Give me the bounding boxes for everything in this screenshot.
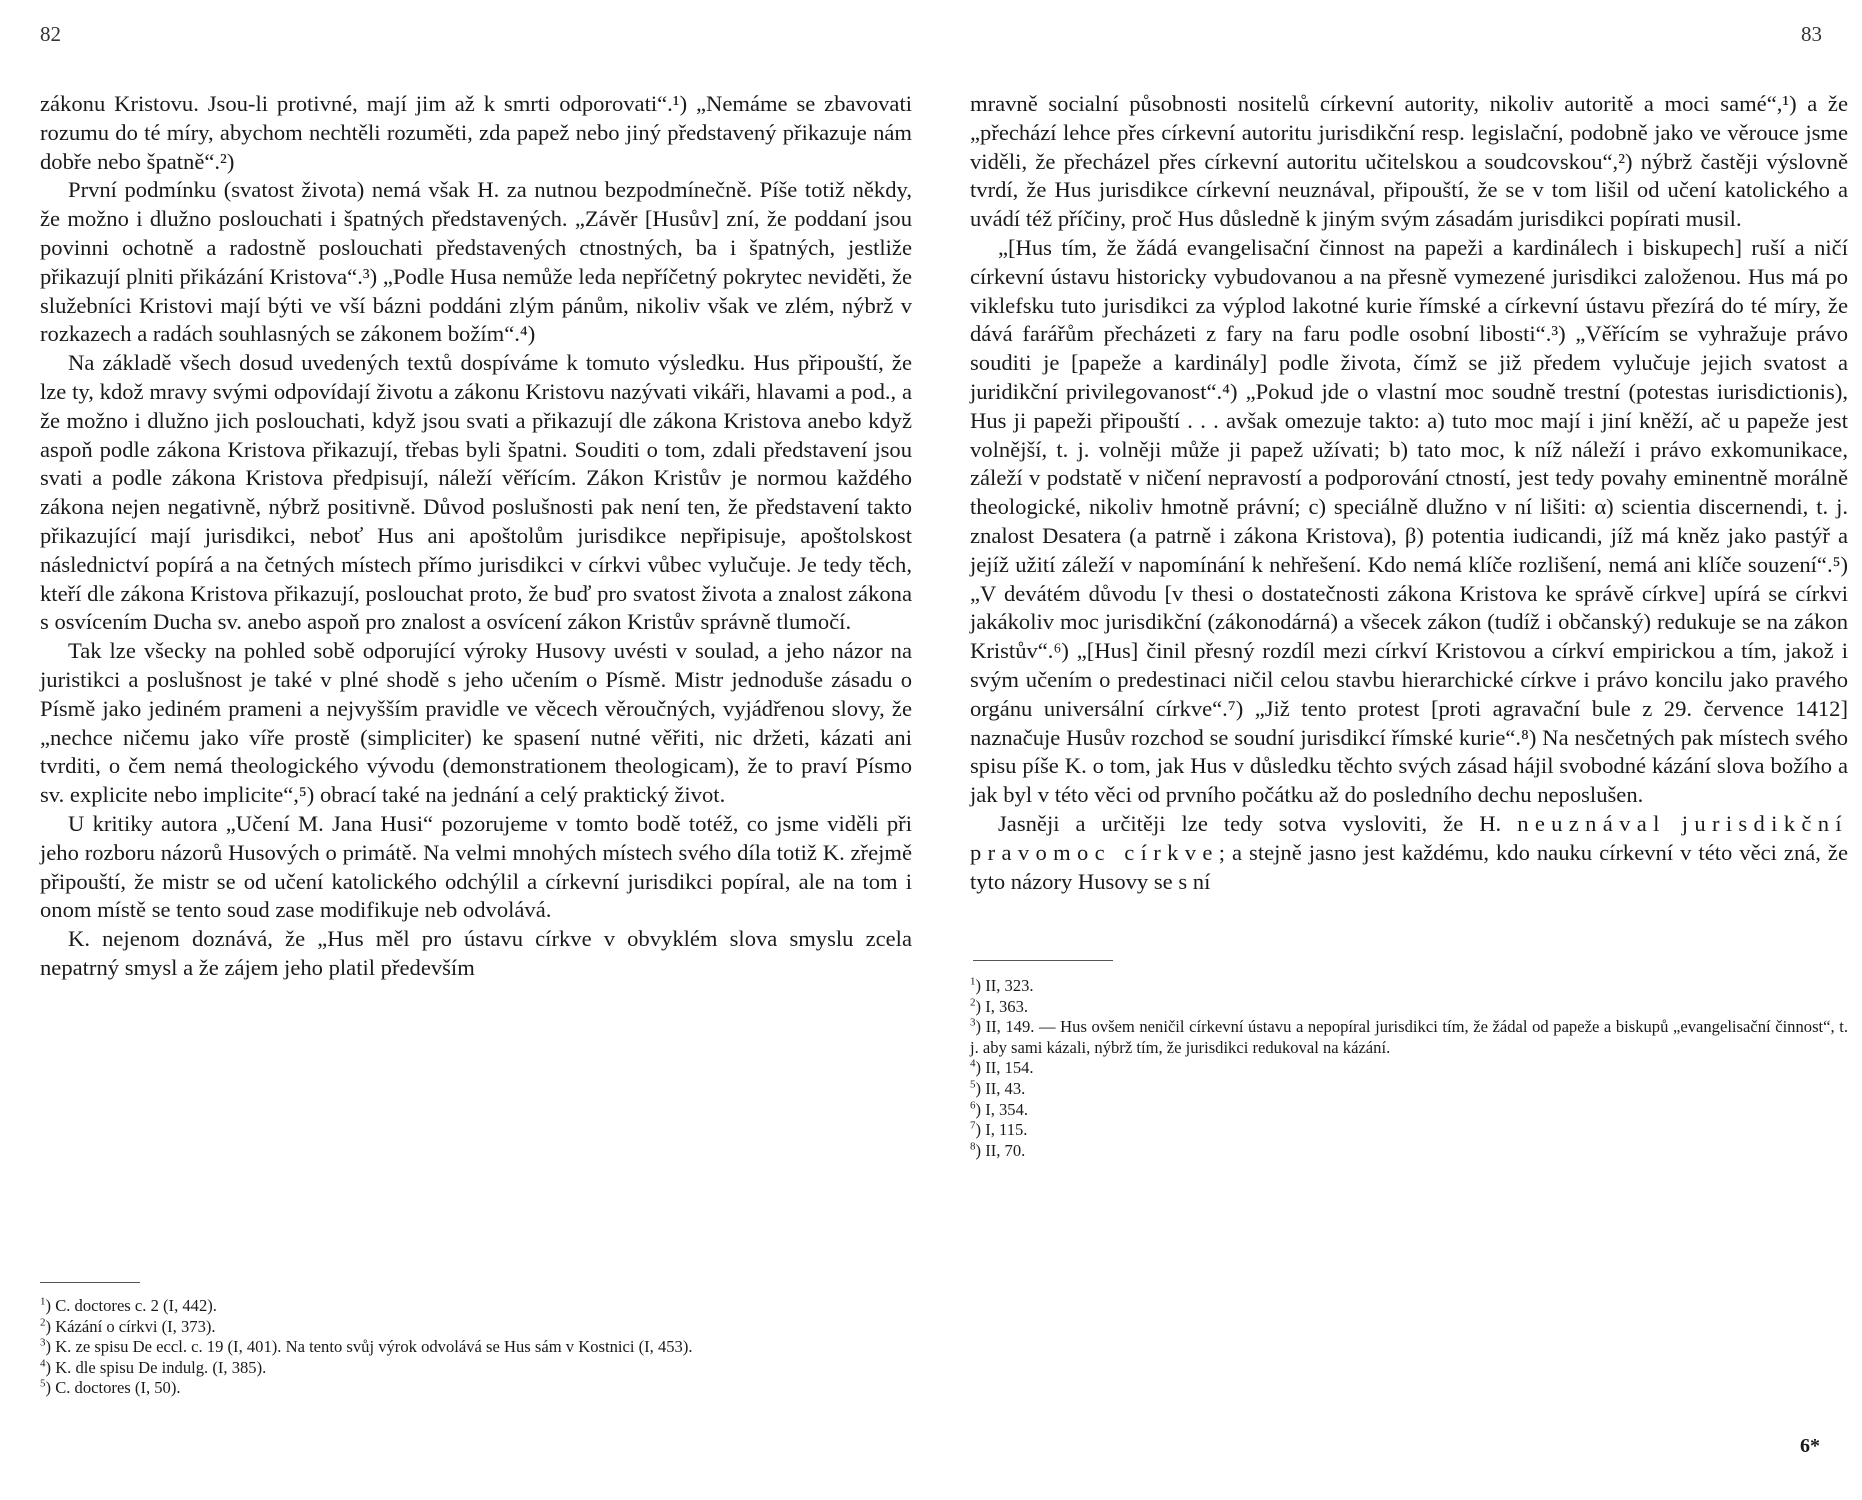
- paragraph: Na základě všech dosud uvedených textů dospíváme k tomuto výsledku. Hus připouští, že lze ty, kdož mravy svými odpovídají životu a zákonu Kristovu nazývati vikáři, hlavami a pod., a že možno i dlužno jich poslouchati, když jsou svati a přikazují dle zákona Kristova anebo když aspoň podle zákona Kristova přikazují, třebas byli špatni. Souditi o tom, zdali představení jsou svati a podle zákona Kristova předpisují, náleží věřícím. Zákon Kristův je normou každého zákona nejen negativně, nýbrž positivně. Důvod poslušnosti pak není ten, že představení takto přikazující mají jurisdikci, neboť Hus ani apoštolům jurisdikce nepřipisuje, apoštolskost následnictví popírá a na četných místech přímo jurisdikci v církvi vůbec vylučuje. Je tedy těch, kteří dle zákona Kristova přikazují, poslouchat proto, že buď pro svatost života a znalost zákona s osvícením Ducha sv. anebo aspoň pro znalost a osvícení zákon Kristův správně tlumočí.: [40, 350, 912, 635]
- footnote-text: II, 154.: [985, 1058, 1034, 1078]
- footnote-mark: 5: [970, 1078, 976, 1091]
- footnote-text: I, 363.: [985, 996, 1029, 1016]
- paragraph: K. nejenom doznává, že „Hus měl pro ústavu církve v obvyklém slova smyslu zcela nepatrný smysl a že zájem jeho platil především: [40, 926, 912, 980]
- footnote: $^1$) C. doctores c. 2 (I, 442).: [40, 1295, 217, 1315]
- footnote-mark: 4: [970, 1057, 976, 1070]
- footnotes-right: [970, 976, 1848, 1161]
- footnote-divider: [973, 960, 1113, 961]
- footnote-text: II, 149. — Hus ovšem neničil církevní ústavu a nepopíral jurisdikci tím, že žádal od papeže a biskupů „evangelisační činnost“, t. j. aby sami kázali, nýbrž tím, že jurisdikci redukoval na kázání.: [970, 1017, 1848, 1057]
- footnote-mark: 4: [40, 1357, 46, 1370]
- footnote: $^1$) II, 323.: [970, 975, 1034, 995]
- right-body-text: [970, 90, 1848, 896]
- right-page: [931, 0, 1862, 1500]
- text-run: ; a stejně jasno jest každému, kdo nauku církevní v této věci zná, že tyto názory Husovy se s ní: [970, 839, 1848, 894]
- page-number-left: 82: [40, 22, 61, 46]
- paragraph: „[Hus tím, že žádá evangelisační činnost na papeži a kardinálech i biskupech] ruší a ničí církevní ústavu historicky vybudovanou a na přesně vymezené jurisdikci založenou. Hus má po viklefsku tuto jurisdikci za výplod lakotné kurie římské a církevní ústavu přezírá do té míry, že dává farářům přecházeti z fary na faru podle osobní libosti“.³) „Věřícím se vyhražuje právo souditi je [papeže a kardinály] podle života, čímž se již předem vylučuje jejich svatost a juridikční privilegovanost“.⁴) „Pokud jde o vlastní moc soudně trestní (potestas iurisdictionis), Hus ji papeži připouští . . . avšak omezuje takto: a) tuto moc mají i jiní kněží, ač u papeže jest volnější, t. j. volněji může ji papež užívati; b) tato moc, k níž náleží i právo exkomunikace, záleží v podstatě v ničení nepravostí a podporování ctností, jest tedy povahy eminentně morálně theologické, nikoliv hmotně právní; c) speciálně dlužno v ní lišiti: α) scientia discernendi, t. j. znalost Desatera (a patrně i zákona Kristova), β) potentia iudicandi, jíž má kněz jako pastýř a jejíž užití záleží v napomínání k nehřešení. Kdo nemá klíče rozlišení, nemá ani klíče souzení“.⁵) „V devátém důvodu [v thesi o dostatečnosti zákona Kristova ke správě církve] upírá se církvi jakákoliv moc jurisdikční (zákonodárná) a všecek zákon (tudíž i občanský) redukuje se na zákon Kristův“.⁶) „[Hus] činil přesný rozdíl mezi církví Kristovou a církví empirickou a tím, jakož i svým učením o predestinaci ničil celou stavbu hierarchické církve i právo koncilu jako pravého orgánu universální církve“.⁷) „Již tento protest [proti agravační bule z 29. července 1412] naznačuje Husův rozchod se soudní jurisdikcí římské kurie“.⁸) Na nesčetných pak místech svého spisu píše K. o tom, jak Hus v důsledku těchto svých zásad hájil svobodné kázání slova božího a jak byl v této věci od prvního počátku až do posledního dechu neposlušen.: [970, 234, 1848, 808]
- footnote: $^2$) I, 363.: [970, 996, 1029, 1016]
- footnote: $^5$) II, 43.: [970, 1078, 1026, 1098]
- left-body-text: [40, 90, 912, 983]
- footnote-text: C. doctores (I, 50).: [55, 1378, 181, 1398]
- footnote-mark: 7: [970, 1119, 976, 1132]
- footnote-text: I, 115.: [985, 1120, 1028, 1140]
- footnote: $^3$) K. ze spisu De eccl. c. 19 (I, 401). Na tento svůj výrok odvolává se Hus sám v Kostnici (I, 453).: [40, 1336, 693, 1357]
- footnote-text: II, 323.: [985, 976, 1034, 995]
- spaced-emphasis: jurisdikční pravomoc církve: [970, 810, 1848, 865]
- footnote: $^2$) Kázání o církvi (I, 373).: [40, 1316, 216, 1336]
- footnote-mark: 3: [970, 1016, 976, 1029]
- paragraph: U kritiky autora „Učení M. Jana Husi“ pozorujeme v tomto bodě totéž, co jsme viděli při jeho rozboru názorů Husových o primátě. Na velmi mnohých místech svého díla totiž K. zřejmě připouští, že mistr se od učení katolického odchýlil a církevní jurisdikci popíral, ale na tom i onom místě se tento soud zase modifikuje neb odvolává.: [40, 810, 912, 923]
- footnote-mark: 2: [970, 996, 976, 1009]
- text-run: Jasněji a určitěji lze tedy sotva vysloviti, že H.: [998, 810, 1502, 836]
- footnote-text: K. dle spisu De indulg. (I, 385).: [55, 1357, 267, 1377]
- footnote: $^5$) C. doctores (I, 50).: [40, 1377, 181, 1398]
- footnote: $^4$) K. dle spisu De indulg. (I, 385).: [40, 1357, 267, 1377]
- footnote: $^3$) II, 149. — Hus ovšem neničil církevní ústavu a nepopíral jurisdikci tím, že žádal od papeže a biskupů „evangelisační činnost“, t. j. aby sami kázali, nýbrž tím, že jurisdikci redukoval na kázání.: [970, 1016, 1848, 1057]
- footnote-text: II, 43.: [985, 1078, 1026, 1098]
- footnote-text: I, 354.: [985, 1099, 1029, 1119]
- paragraph: Tak lze všecky na pohled sobě odporující výroky Husovy uvésti v soulad, a jeho názor na juristikci a poslušnost je také v plné shodě s jeho učením o Písmě. Mistr jednoduše zásadu o Písmě jako jediném prameni a nejvyšším pravidle ve věcech věroučných, vyjádřenou slovy, že „nechce ničemu jako víře prostě (simpliciter) ke spasení nutné věřiti, nic držeti, kázati ani tvrditi, o čem nemá theologického vývodu (demonstrationem theologicam), že to praví Písmo sv. explicite nebo implicite“,⁵) obrací také na jednání a celý praktický život.: [40, 638, 912, 808]
- footnote-mark: 8: [970, 1140, 976, 1153]
- paragraph-last: [970, 810, 1848, 896]
- footnote-divider: [40, 1282, 140, 1283]
- footnote: $^4$) II, 154.: [970, 1057, 1034, 1078]
- footnote: $^7$) I, 115.: [970, 1119, 1028, 1140]
- footnote: $^6$) I, 354.: [970, 1099, 1029, 1119]
- footnotes-left: [40, 1296, 912, 1399]
- page-number-right: 83: [1801, 22, 1822, 46]
- footnote-text: K. ze spisu De eccl. c. 19 (I, 401). Na tento svůj výrok odvolává se Hus sám v Kostnici (I, 453).: [55, 1337, 693, 1357]
- paragraph: mravně socialní působnosti nositelů církevní autority, nikoliv autoritě a moci samé“,¹) a že „přechází lehce přes církevní autoritu jurisdikční resp. legislační, podobně jako ve věrouce jsme viděli, že přecházel přes církevní autoritu učitelskou a soudcovskou“,²) nýbrž častěji výslovně tvrdí, že Hus jurisdikce církevní neuznával, připouští, že se v tom lišil od učení katolického a uvádí též příčiny, proč Hus důsledně k jiným svým zásadám jurisdikci popírati musil.: [970, 91, 1848, 232]
- footnote-text: II, 70.: [985, 1140, 1026, 1160]
- footnote-mark: 1: [40, 1295, 46, 1308]
- footnote-mark: 5: [40, 1377, 46, 1390]
- footnote-text: Kázání o církvi (I, 373).: [55, 1316, 216, 1336]
- footnote-text: C. doctores c. 2 (I, 442).: [55, 1296, 217, 1315]
- footnote-mark: 3: [40, 1336, 46, 1349]
- signature-mark: 6*: [1800, 1435, 1820, 1457]
- footnote-mark: 2: [40, 1316, 46, 1329]
- footnote: $^8$) II, 70.: [970, 1140, 1026, 1160]
- paragraph: zákonu Kristovu. Jsou-li protivné, mají jim až k smrti odporovati“.¹) „Nemáme se zbavovati rozumu do té míry, abychom nechtěli rozuměti, zda papež nebo jiný představený přikazuje nám dobře nebo špatně“.²): [40, 91, 912, 174]
- paragraph: První podmínku (svatost života) nemá však H. za nutnou bezpodmínečně. Píše totiž někdy, že možno i dlužno poslouchati i špatných představených. „Závěr [Husův] zní, že poddaní jsou povinni ochotně a radostně poslouchati představených ctnostných, ba i špatných, jestliže přikazují plniti přikázání Kristova“.³) „Podle Husa nemůže leda nepříčetný pokrytec neviděti, že služebníci Kristovi mají býti ve vší bázni poddáni zlým pánům, nikoliv však ve zlém, nýbrž v rozkazech a radách souhlasných se zákonem božím“.⁴): [40, 177, 912, 347]
- footnote-mark: 1: [970, 975, 976, 988]
- spaced-emphasis: neuznával: [1517, 810, 1666, 836]
- footnote-mark: 6: [970, 1099, 976, 1112]
